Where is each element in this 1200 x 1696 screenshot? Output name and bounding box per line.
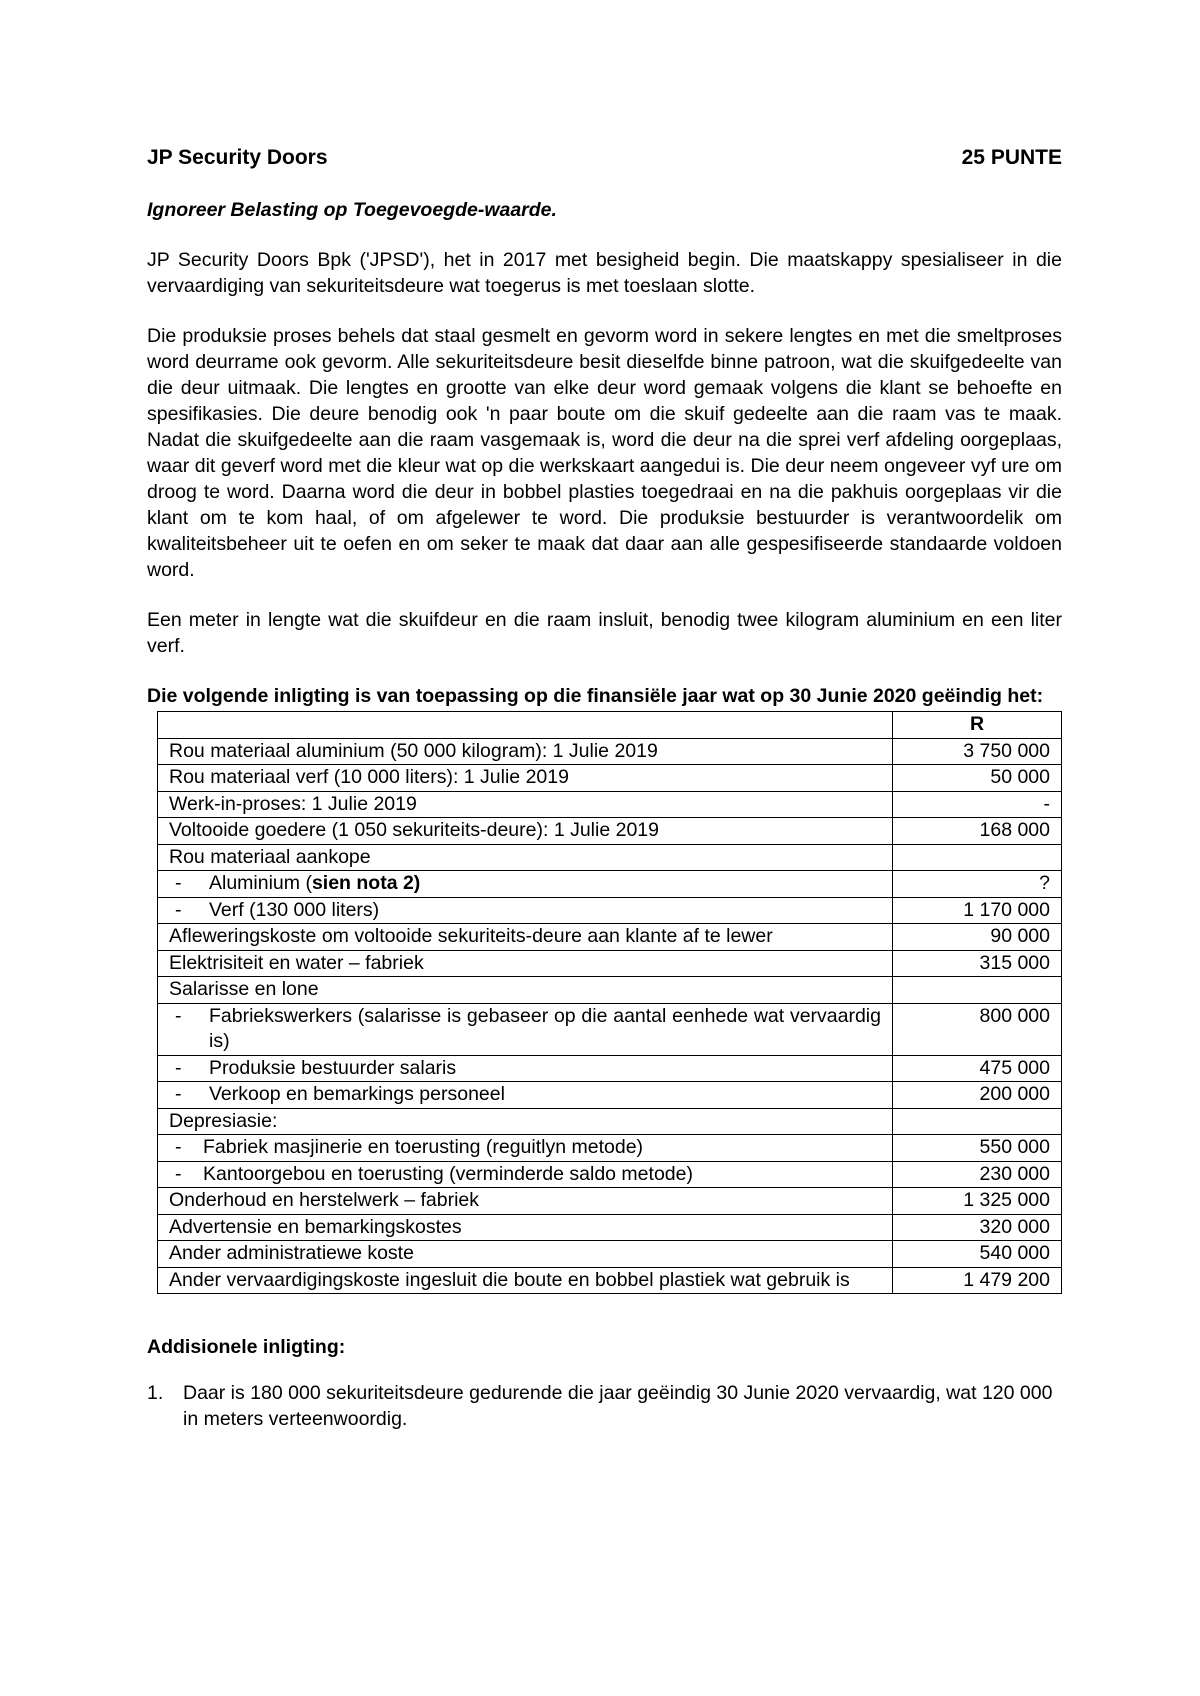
row-amount <box>893 1108 1062 1135</box>
row-label: Fabriekswerkers (salarisse is gebaseer op die aantal eenhede wat vervaardig is) <box>209 1004 881 1052</box>
row-label: Elektrisiteit en water – fabriek <box>169 951 424 974</box>
row-label-cell <box>158 1214 893 1241</box>
row-label-cell <box>158 897 893 924</box>
row-label: Fabriek masjinerie en toerusting (reguitlyn metode) <box>203 1136 644 1158</box>
table-header-amount: R <box>893 712 1062 739</box>
note-number: 1. <box>147 1382 164 1404</box>
row-label: Rou materiaal verf (10 000 liters): 1 Julie 2019 <box>169 766 569 788</box>
row-label-cell <box>158 1188 893 1215</box>
row-amount: 3 750 000 <box>893 738 1062 765</box>
row-label: Advertensie en bemarkingskostes <box>169 1215 462 1238</box>
table-row <box>158 844 1062 871</box>
row-amount <box>893 977 1062 1004</box>
row-label: Depresiasie: <box>169 1109 278 1132</box>
row-label-cell <box>158 1161 893 1188</box>
paragraph-intro: JP Security Doors Bpk ('JPSD'), het in 2017 met besigheid begin. Die maatskappy spesialiseer in die vervaardiging van sekuriteitsdeure wat toegerus is met toeslaan slotte. <box>147 249 1062 297</box>
row-label: Produksie bestuurder salaris <box>209 1056 457 1079</box>
table-row <box>158 1135 1062 1162</box>
row-amount: 90 000 <box>893 924 1062 951</box>
row-label-cell <box>158 1241 893 1268</box>
instruction-text: Ignoreer Belasting op Toegevoegde-waarde. <box>147 199 557 221</box>
row-amount: 230 000 <box>893 1161 1062 1188</box>
paragraph-production-process: Die produksie proses behels dat staal gesmelt en gevorm word in sekere lengtes en met die smeltproses word deurrame ook gevorm. Alle sekuriteitsdeure besit dieselfde binne patroon, wat die skuifgedeelte van die deur uitmaak. Die lengtes en grootte van elke deur word gemaak volgens die klant se behoefte en spesifikasies. Die deure benodig ook 'n paar boute om die skuif gedeelte aan die raam vas te maak. Nadat die skuifgedeelte aan die raam vasgemaak is, word die deur na die sprei verf afdeling oorgeplaas, waar dit geverf word met die kleur wat op die werkskaart aangedui is. Die deur neem ongeveer vyf ure om droog te word. Daarna word die deur in bobbel plasties toegedraai en na die pakhuis oorgeplaas vir die klant om te kom haal, of om afgelewer te word. Die produksie bestuurder is verantwoordelik om kwaliteitsbeheer uit te oefen en om seker te maak dat daar aan alle gespesifiseerde standaarde voldoen word. <box>147 325 1062 581</box>
document-title: JP Security Doors <box>147 146 328 169</box>
financial-info-table <box>157 711 1062 1294</box>
row-amount <box>893 844 1062 871</box>
row-label: Aluminium ( <box>209 872 312 894</box>
row-amount: 315 000 <box>893 950 1062 977</box>
marks-label: 25 PUNTE <box>961 146 1062 169</box>
row-label-cell <box>158 871 893 898</box>
row-label-cell <box>158 1082 893 1109</box>
table-row <box>158 765 1062 792</box>
row-amount: - <box>893 791 1062 818</box>
row-label: Afleweringskoste om voltooide sekuriteits-deure aan klante af te lewer <box>169 925 773 947</box>
row-amount: 1 479 200 <box>893 1267 1062 1294</box>
table-row <box>158 738 1062 765</box>
row-label: Ander vervaardigingskoste ingesluit die boute en bobbel plastiek wat gebruik is <box>169 1268 850 1291</box>
table-row <box>158 897 1062 924</box>
row-amount: 168 000 <box>893 818 1062 845</box>
row-label: Werk-in-proses: 1 Julie 2019 <box>169 792 417 815</box>
table-row <box>158 791 1062 818</box>
row-label: Verf (130 000 liters) <box>209 898 380 921</box>
row-label: Rou materiaal aankope <box>169 845 371 868</box>
table-row <box>158 1241 1062 1268</box>
row-dash: - <box>175 872 182 894</box>
row-amount: 1 325 000 <box>893 1188 1062 1215</box>
row-amount: ? <box>893 871 1062 898</box>
row-label: Kantoorgebou en toerusting (verminderde saldo metode) <box>203 1162 693 1185</box>
row-dash: - <box>175 1162 182 1185</box>
table-row <box>158 1161 1062 1188</box>
row-dash: - <box>175 1083 182 1105</box>
row-label-cell <box>158 844 893 871</box>
table-row <box>158 924 1062 951</box>
row-label: Rou materiaal aluminium (50 000 kilogram): 1 Julie 2019 <box>169 739 658 762</box>
row-label-cell <box>158 977 893 1004</box>
row-label-cell <box>158 1108 893 1135</box>
row-dash: - <box>175 1004 182 1027</box>
row-label: Voltooide goedere (1 050 sekuriteits-deure): 1 Julie 2019 <box>169 819 659 841</box>
notes-list <box>147 1380 1062 1432</box>
table-header-desc <box>158 712 893 739</box>
table-row <box>158 1055 1062 1082</box>
row-dash: - <box>175 898 182 921</box>
row-amount: 50 000 <box>893 765 1062 792</box>
paragraph-material-usage: Een meter in lengte wat die skuifdeur en die raam insluit, benodig twee kilogram aluminium en een liter verf. <box>147 609 1062 657</box>
note-text: Daar is 180 000 sekuriteitsdeure gedurende die jaar geëindig 30 Junie 2020 vervaardig, wat 120 000 in meters verteenwoordig. <box>183 1382 1053 1430</box>
table-row <box>158 1214 1062 1241</box>
row-label-cell <box>158 818 893 845</box>
table-row <box>158 1108 1062 1135</box>
note-item <box>147 1380 1062 1432</box>
row-label-note-ref: sien nota 2) <box>311 872 421 894</box>
table-row <box>158 1267 1062 1294</box>
title-row <box>147 145 1062 171</box>
row-label: Ander administratiewe koste <box>169 1242 414 1264</box>
row-label-cell <box>158 1135 893 1162</box>
row-amount: 475 000 <box>893 1055 1062 1082</box>
row-label-cell <box>158 1055 893 1082</box>
row-dash: - <box>175 1056 182 1079</box>
row-label-cell <box>158 1003 893 1055</box>
row-label-cell <box>158 950 893 977</box>
table-header-row <box>158 712 1062 739</box>
row-amount: 200 000 <box>893 1082 1062 1109</box>
row-label-cell <box>158 765 893 792</box>
table-row <box>158 1188 1062 1215</box>
table-row <box>158 950 1062 977</box>
table-row <box>158 871 1062 898</box>
row-label: Salarisse en lone <box>169 978 319 1000</box>
row-amount: 540 000 <box>893 1241 1062 1268</box>
row-amount: 550 000 <box>893 1135 1062 1162</box>
row-amount: 1 170 000 <box>893 897 1062 924</box>
table-row <box>158 818 1062 845</box>
row-amount: 320 000 <box>893 1214 1062 1241</box>
row-dash: - <box>175 1136 182 1158</box>
row-label: Verkoop en bemarkings personeel <box>209 1083 505 1105</box>
row-label-cell <box>158 738 893 765</box>
table-row <box>158 977 1062 1004</box>
row-label-cell <box>158 1267 893 1294</box>
row-label-cell <box>158 791 893 818</box>
table-row <box>158 1082 1062 1109</box>
table-row <box>158 1003 1062 1055</box>
row-amount: 800 000 <box>893 1003 1062 1055</box>
additional-info-heading: Addisionele inligting: <box>147 1336 346 1358</box>
document-page <box>147 145 1062 1432</box>
table-intro-heading: Die volgende inligting is van toepassing op die finansiële jaar wat op 30 Junie 2020 geëindig het: <box>147 685 1044 707</box>
row-label: Onderhoud en herstelwerk – fabriek <box>169 1189 480 1211</box>
row-label-cell <box>158 924 893 951</box>
